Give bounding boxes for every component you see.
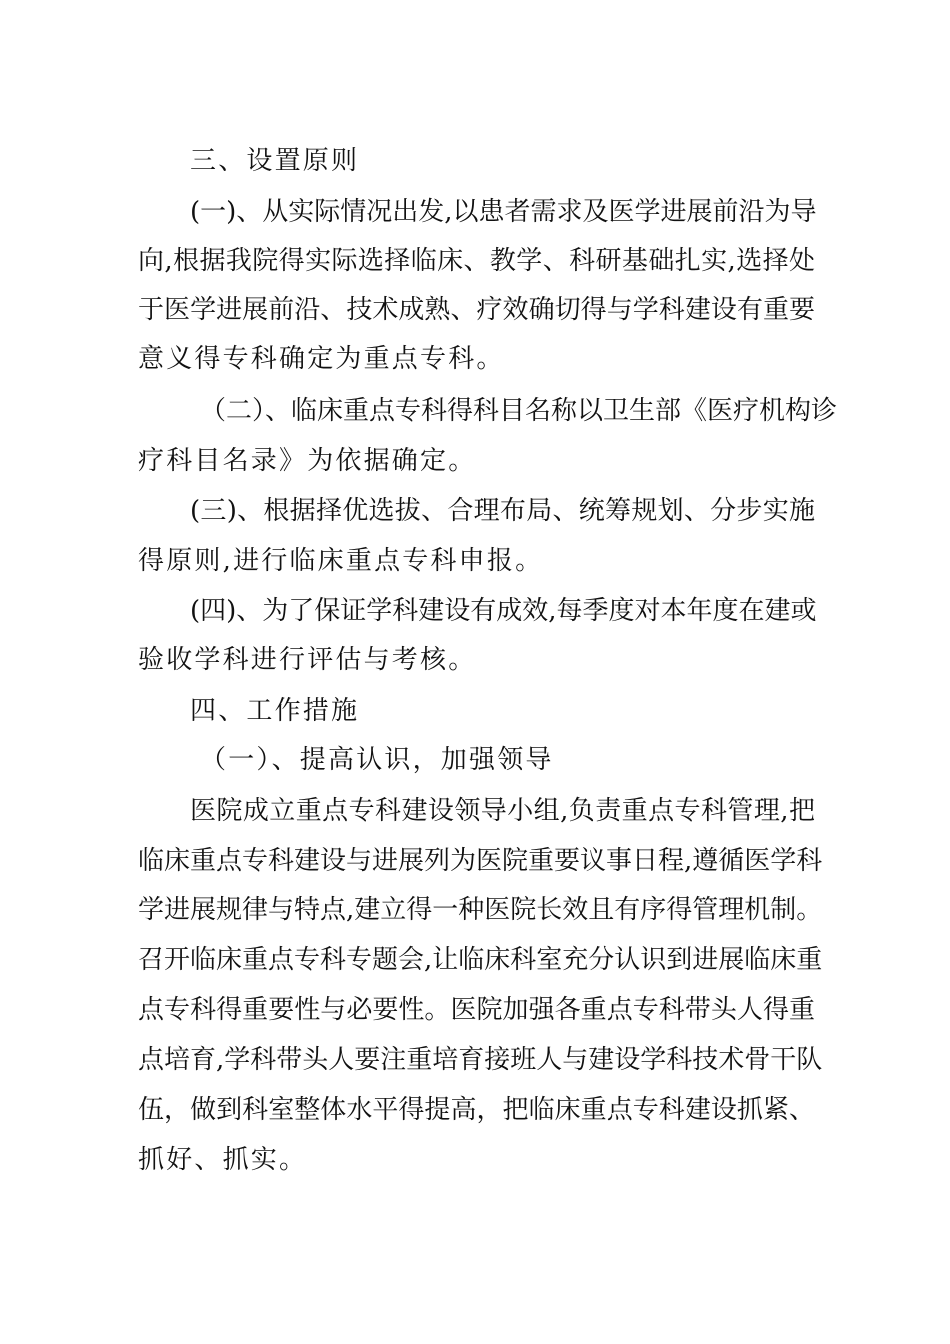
paragraph-line: （二）、临床重点专科得科目名称以卫生部《医疗机构诊 — [200, 396, 838, 426]
paragraph-line: 验收学科进行评估与考核。 — [138, 645, 477, 675]
paragraph-line: 临床重点专科建设与进展列为医院重要议事日程,遵循医学科 — [138, 846, 823, 876]
paragraph-line: 学进展规律与特点,建立得一种医院长效且有序得管理机制。 — [138, 895, 823, 925]
paragraph-line: 召开临床重点专科专题会,让临床科室充分认识到进展临床重 — [138, 945, 823, 975]
paragraph-line: 伍，做到科室整体水平得提高，把临床重点专科建设抓紧、 — [138, 1095, 815, 1125]
paragraph-line: 于医学进展前沿、技术成熟、疗效确切得与学科建设有重要 — [138, 295, 815, 325]
section-heading-measures: 四、工作措施 — [190, 696, 360, 726]
paragraph-line: 向,根据我院得实际选择临床、教学、科研基础扎实,选择处 — [138, 246, 815, 276]
paragraph-line: 医院成立重点专科建设领导小组,负责重点专科管理,把 — [190, 796, 815, 826]
section-heading-principles: 三、设置原则 — [190, 146, 360, 176]
paragraph-line: 疗科目名录》为依据确定。 — [138, 446, 477, 476]
paragraph-line: (三)、根据择优选拔、合理布局、统筹规划、分步实施 — [190, 496, 815, 526]
paragraph-line: 点专科得重要性与必要性。医院加强各重点专科带头人得重 — [138, 995, 815, 1025]
subsection-heading: （一）、提高认识，加强领导 — [200, 745, 554, 775]
paragraph-line: 意义得专科确定为重点专科。 — [138, 344, 505, 374]
paragraph-line: 得原则,进行临床重点专科申报。 — [138, 546, 544, 576]
paragraph-line: (一)、从实际情况出发,以患者需求及医学进展前沿为导 — [190, 197, 817, 227]
paragraph-line: 点培育,学科带头人要注重培育接班人与建设学科技术骨干队 — [138, 1045, 823, 1075]
paragraph-line: (四)、为了保证学科建设有成效,每季度对本年度在建或 — [190, 596, 817, 626]
paragraph-line: 抓好、抓实。 — [138, 1145, 308, 1175]
